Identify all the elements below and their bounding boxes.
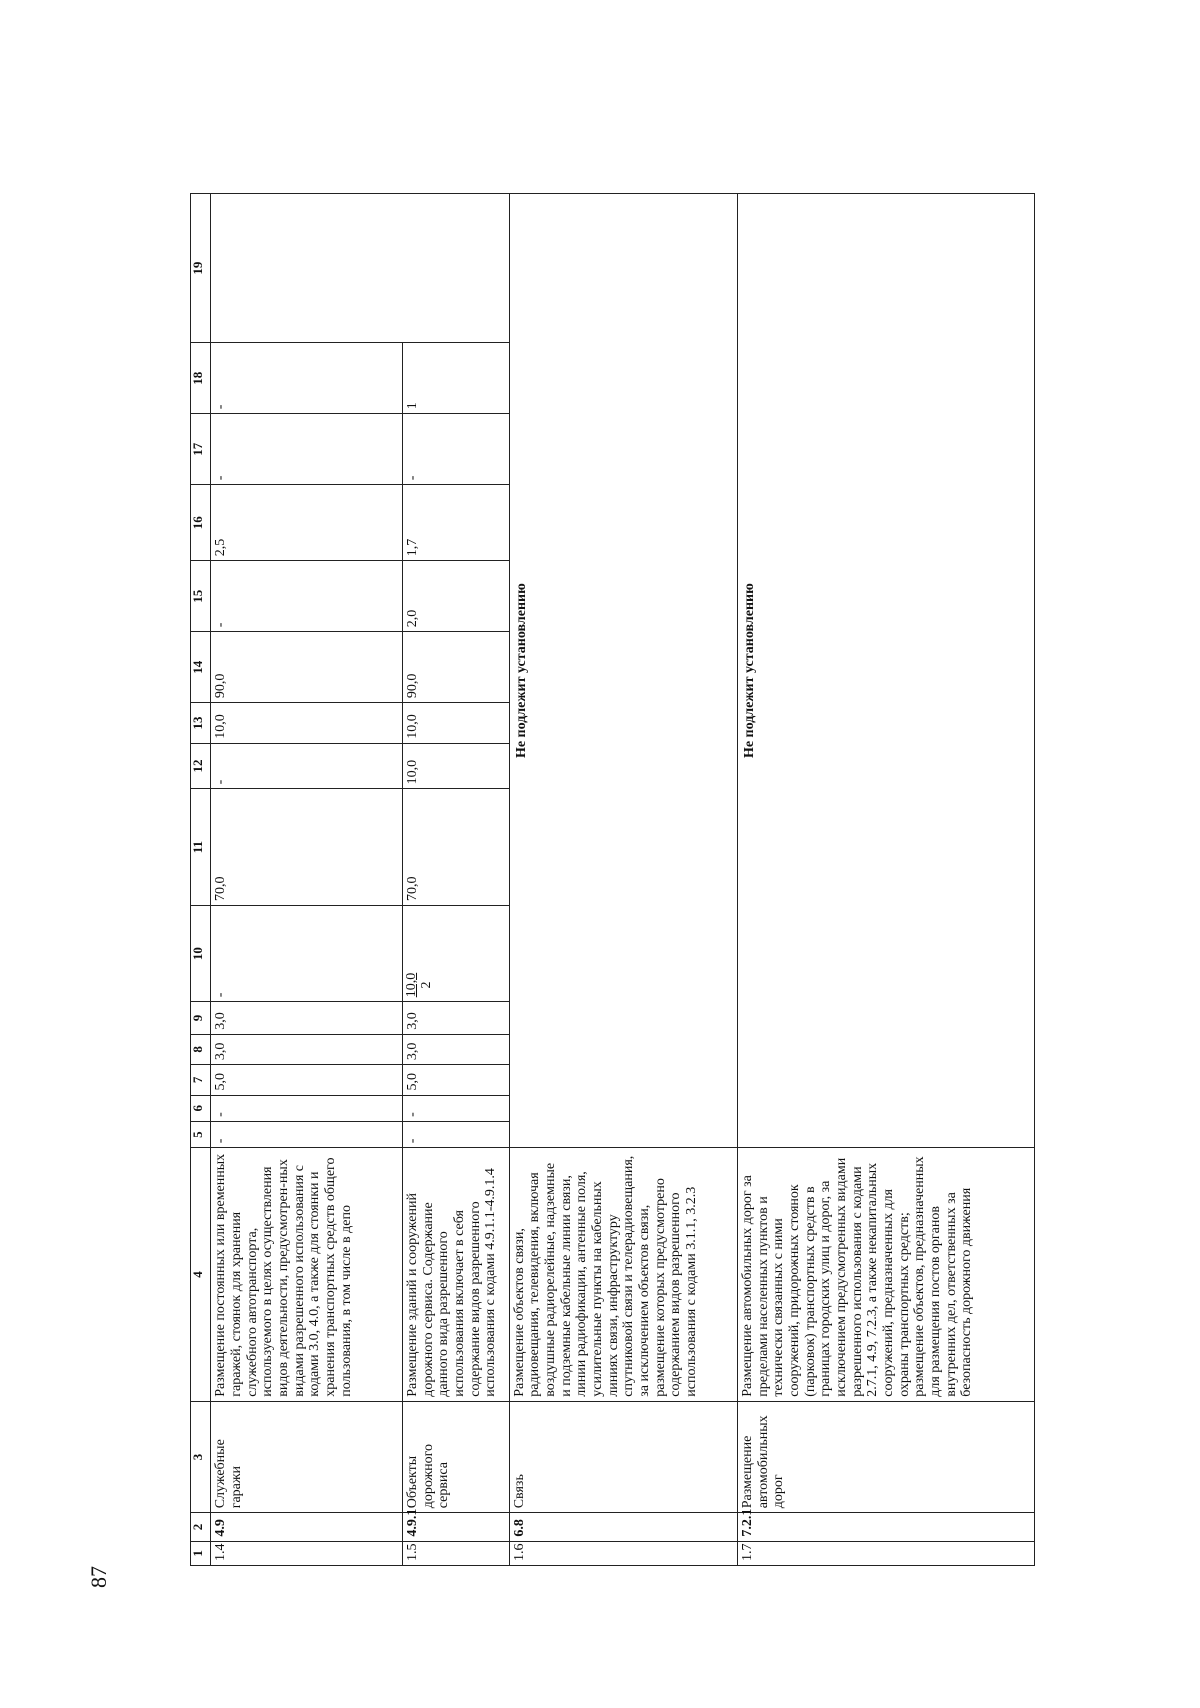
col-header: 19 xyxy=(191,194,211,343)
col-header: 7 xyxy=(191,1065,211,1095)
row-description: Размещение зданий и сооружений дорожного сервиса. Содержание данного вида разрешенного использования включает в себя содержание видов разрешенного использования с кодами 4.9.1.1-4.9.1.4 xyxy=(403,1148,510,1402)
fraction-top: 10,0 xyxy=(404,972,420,998)
cell-value: 2,5 xyxy=(211,485,403,561)
cell-value: 90,0 xyxy=(403,632,510,703)
regulations-table xyxy=(190,193,1035,1566)
not-established-cell: Не подлежит установлению xyxy=(737,194,1034,1148)
cell-value: - xyxy=(211,1095,403,1121)
row-description: Размещение автомобильных дорог за пределами населенных пунктов и технически связанных с ними сооружений, придорожных стоянок (парковок) транспортных средств в границах городских улиц и дорог, за исключением предусмотренных видами разрешенного использования с кодами 2.7.1, 4.9, 7.2.3, а также некапитальных сооружений, предназначенных для охраны транспортных средств; размещение объектов, предназначенных для размещения постов органов внутренних дел, ответственных за безопасность дорожного движения xyxy=(737,1148,1034,1402)
cell-value: - xyxy=(211,414,403,485)
row-code: 4.9.1 xyxy=(403,1513,510,1541)
header-row xyxy=(191,194,211,1566)
col-header: 8 xyxy=(191,1034,211,1064)
row-name: Объекты дорожного сервиса xyxy=(403,1401,510,1513)
col-header: 13 xyxy=(191,703,211,744)
row-name: Связь xyxy=(509,1401,737,1513)
row-code: 6.8 xyxy=(509,1513,737,1541)
row-name: Служебные гаражи xyxy=(211,1401,403,1513)
rotated-table-container xyxy=(190,193,1035,1566)
cell-value: 3,0 xyxy=(403,1002,510,1034)
col-header: 9 xyxy=(191,1002,211,1034)
not-established-cell: Не подлежит установлению xyxy=(509,194,737,1148)
cell-value: - xyxy=(211,905,403,1001)
col-header: 17 xyxy=(191,414,211,485)
cell-value: 5,0 xyxy=(403,1065,510,1095)
col-header: 18 xyxy=(191,343,211,414)
cell-value: 3,0 xyxy=(211,1034,403,1064)
row-name: Размещение автомобильных дорог xyxy=(737,1401,1034,1513)
col-header: 6 xyxy=(191,1095,211,1121)
cell-value: - xyxy=(211,343,403,414)
col-header: 10 xyxy=(191,905,211,1001)
row-number: 1.4 xyxy=(211,1541,403,1565)
cell-value xyxy=(211,194,509,343)
col-header: 3 xyxy=(191,1401,211,1513)
row-description: Размещение постоянных или временных гаражей, стоянок для хранения служебного автотранспорта, используемого в целях осуществления видов деятельности, предусмотрен-ных видами разрешенного использования с кодами 3.0, 4.0, а также для стоянки и хранения транспортных средств общего пользования, в том числе в депо xyxy=(211,1148,403,1402)
row-description: Размещение объектов связи, радиовещания, телевидения, включая воздушные радиорелейные, надземные и подземные кабельные линии связи, линии радиофикации, антенные поля, усилительные пункты на кабельных линиях связи, инфраструктуру спутниковой связи и телерадиовещания, за исключением объектов связи, размещение которых предусмотрено содержанием видов разрешенного использования с кодами 3.1.1, 3.2.3 xyxy=(509,1148,737,1402)
row-number: 1.5 xyxy=(403,1541,510,1565)
row-number: 1.7 xyxy=(737,1541,1034,1565)
cell-value: 70,0 xyxy=(211,789,403,906)
cell-value: 10,0 xyxy=(403,703,510,744)
cell-value: 1,7 xyxy=(403,485,510,561)
col-header: 2 xyxy=(191,1513,211,1541)
col-header: 16 xyxy=(191,485,211,561)
page-number: 87 xyxy=(86,1566,111,1588)
table-row xyxy=(403,194,510,1566)
cell-value: 10,0 xyxy=(403,743,510,789)
col-header: 15 xyxy=(191,561,211,632)
cell-value: 10,0 xyxy=(211,703,403,744)
cell-value: 5,0 xyxy=(211,1065,403,1095)
row-code: 7.2.1 xyxy=(737,1513,1034,1541)
col-header: 12 xyxy=(191,743,211,789)
table-row xyxy=(509,194,737,1566)
cell-value: - xyxy=(211,561,403,632)
table-row xyxy=(211,194,403,1566)
row-code: 4.9 xyxy=(211,1513,403,1541)
cell-value: - xyxy=(403,1095,510,1121)
col-header: 11 xyxy=(191,789,211,906)
cell-value: - xyxy=(211,743,403,789)
col-header: 14 xyxy=(191,632,211,703)
col-header: 1 xyxy=(191,1541,211,1565)
cell-value: - xyxy=(403,1121,510,1147)
table-row xyxy=(737,194,1034,1566)
col-header: 4 xyxy=(191,1148,211,1402)
col-header: 5 xyxy=(191,1121,211,1147)
fraction-bottom: 2 xyxy=(418,981,434,989)
cell-value: 3,0 xyxy=(403,1034,510,1064)
cell-value: 1 xyxy=(403,343,510,414)
cell-value: 70,0 xyxy=(403,789,510,906)
row-number: 1.6 xyxy=(509,1541,737,1565)
cell-fraction xyxy=(403,905,510,1001)
cell-value: 3,0 xyxy=(211,1002,403,1034)
cell-value: 2,0 xyxy=(403,561,510,632)
cell-value: 90,0 xyxy=(211,632,403,703)
cell-value: - xyxy=(403,414,510,485)
cell-value: - xyxy=(211,1121,403,1147)
